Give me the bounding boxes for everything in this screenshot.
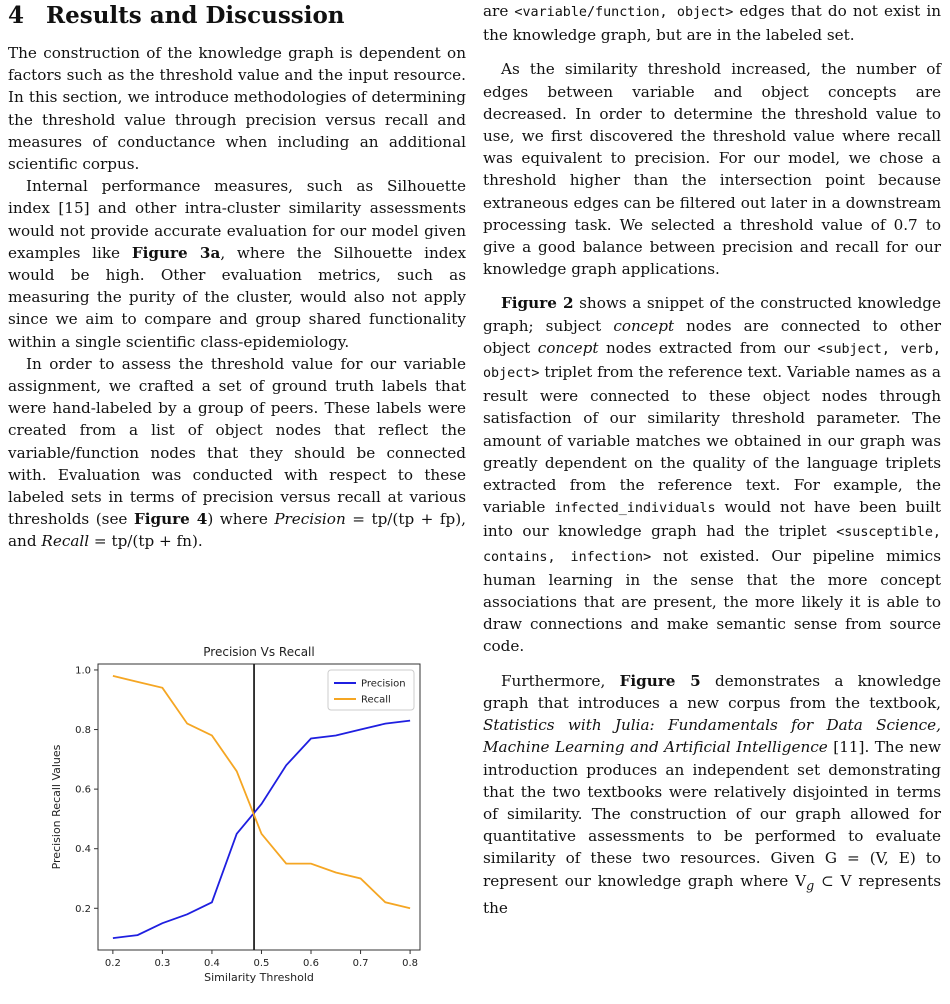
paragraph: Internal performance measures, such as Silhouette index [15] and other intra-cluster similarity assessments would not provide accurate evaluation for our model given examples like Figure 3a, where the Silhouette index would be high. Other evaluation metrics, such as measuring the purity of the cluster, would also not apply since we aim to compare and group shared functionality within a single scientific class-epidemiology. xyxy=(8,177,467,351)
figure-reference: Figure 5 xyxy=(619,671,701,690)
y-tick-label: 0.8 xyxy=(75,725,91,737)
legend-label-precision: Precision xyxy=(361,678,406,690)
paragraph: In order to assess the threshold value for our variable assignment, we crafted a set of ground truth labels that were hand-labeled by a group of peers. These labels were created from a list of object nodes that reflect the variable/function nodes that they should be connected with. Evaluation was conducted with respect to these labeled sets in terms of precision versus recall at various thresholds (see Figure 4) where Precision = tp/(tp + fp), and Recall = tp/(tp + fn). xyxy=(8,354,466,551)
precision-recall-chart xyxy=(34,636,434,988)
x-tick-label: 0.5 xyxy=(253,958,270,969)
paragraph: Furthermore, Figure 5 demonstrates a knowledge graph that introduces a new corpus from the textbook, Statistics with Julia: Fundamentals for Data Science, Machine Learning and Artificial Intelligence [11]. The new introduction produces an independent set demonstrating that the two textbooks were relatively disjointed in terms of similarity. The construction of our graph allowed for quantitative assessments to be performed to evaluate similarity of these two resources. Given G = (V, E) to represent our knowledge graph where $V_g$ ⊂ V represents the xyxy=(483,671,942,917)
y-tick-label: 0.4 xyxy=(75,844,91,856)
legend-label-recall: Recall xyxy=(361,694,391,706)
x-tick-label: 0.2 xyxy=(104,958,121,969)
section-heading xyxy=(8,2,466,30)
x-tick-label: 0.3 xyxy=(154,958,171,969)
y-tick-label: 0.2 xyxy=(75,903,91,915)
paragraph: As the similarity threshold increased, the number of edges between variable and object concepts are decreased. In order to determine the threshold value to use, we first discovered the threshold value where recall was equivalent to precision. For our model, we chose a threshold higher than the intersection point because extraneous edges can be filtered out later in a downstream processing task. We selected a threshold value of 0.7 to give a good balance between precision and recall for our knowledge graph applications. xyxy=(483,60,941,279)
x-axis-label: Similarity Threshold xyxy=(204,971,314,984)
section-number: 4 xyxy=(8,2,25,29)
x-tick-label: 0.8 xyxy=(402,958,419,969)
x-tick-label: 0.4 xyxy=(203,958,220,969)
figure-reference: Figure 4 xyxy=(133,510,208,529)
paragraph: The construction of the knowledge graph is dependent on factors such as the threshold value and the input resource. In this section, we introduce methodologies of determining the threshold value through precision versus recall and measures of conductance when including an additional scientific corpus. xyxy=(8,44,466,174)
right-column xyxy=(483,0,941,919)
x-tick-label: 0.7 xyxy=(352,958,369,969)
series-line-recall xyxy=(113,676,410,908)
y-axis-label: Precision Recall Values xyxy=(50,744,63,870)
paragraph: are <variable/function, object> edges that do not exist in the knowledge graph, but are in the labeled set. xyxy=(483,2,941,45)
figure-reference: Figure 2 xyxy=(501,294,574,313)
left-column xyxy=(8,0,466,553)
y-tick-label: 1.0 xyxy=(75,665,91,677)
chart-title: Precision Vs Recall xyxy=(203,645,315,659)
figure-reference: Figure 3a xyxy=(131,243,221,262)
section-title: Results and Discussion xyxy=(46,2,345,29)
paragraph: Figure 2 shows a snippet of the constructed knowledge graph; subject concept nodes are connected to other object concept nodes extracted from our <subject, verb, object> triplet from the reference text. Variable names as a result were connected to these object nodes through satisfaction of our similarity threshold parameter. The amount of variable matches we obtained in our graph was greatly dependent on the quality of the language triplets extracted from the reference text. For example, the variable infected_individuals would not have been built into our knowledge graph had the triplet <susceptible, contains, infection> not existed. Our pipeline mimics human learning in the sense that the more concept associations that are present, the more likely it is able to draw connections and make semantic sense from source code. xyxy=(483,294,942,656)
y-tick-label: 0.6 xyxy=(75,784,91,796)
series-line-precision xyxy=(113,721,410,939)
x-tick-label: 0.6 xyxy=(303,958,319,969)
figure-precision-recall xyxy=(34,636,434,988)
